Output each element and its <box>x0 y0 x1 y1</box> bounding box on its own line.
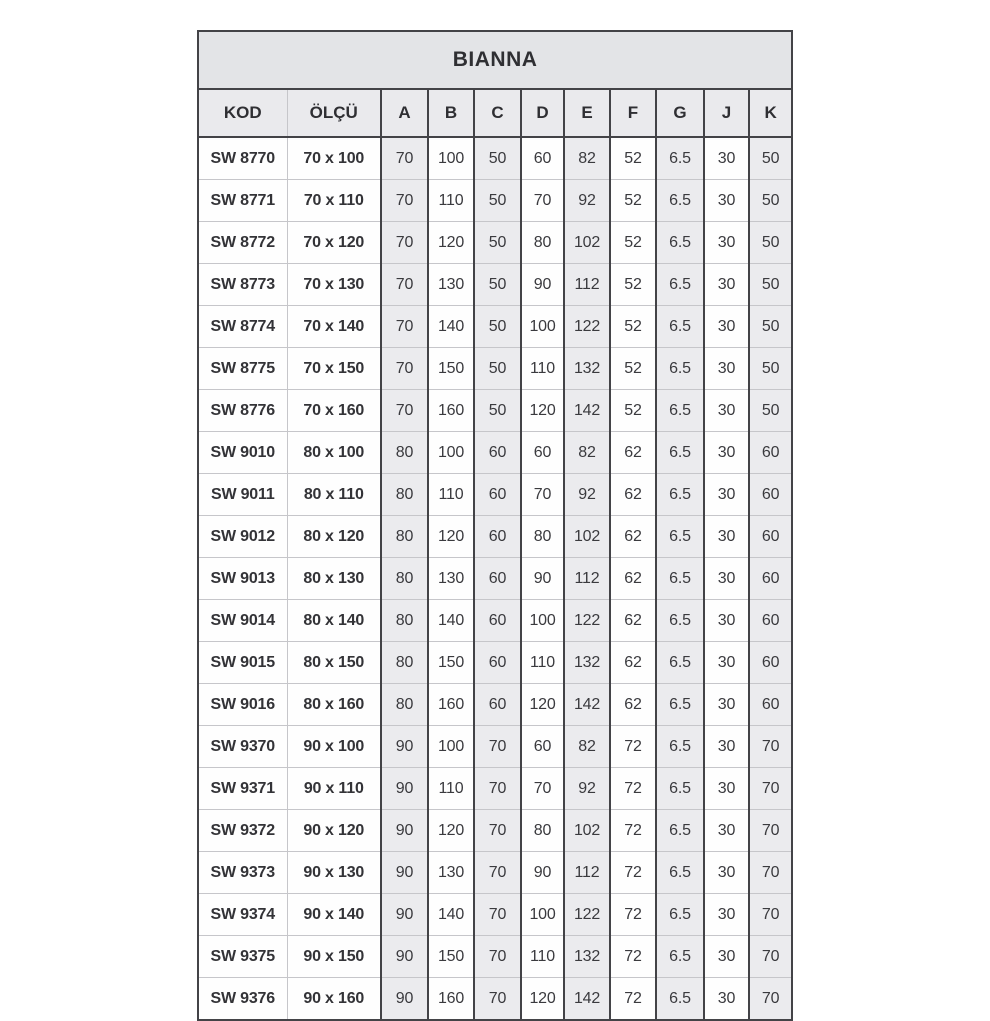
cell-e: 102 <box>564 222 610 264</box>
cell-c: 60 <box>474 684 521 726</box>
cell-d: 120 <box>521 390 564 432</box>
cell-g: 6.5 <box>656 600 704 642</box>
cell-g: 6.5 <box>656 137 704 180</box>
cell-c: 60 <box>474 474 521 516</box>
cell-j: 30 <box>704 390 749 432</box>
cell-f: 62 <box>610 432 656 474</box>
cell-f: 52 <box>610 390 656 432</box>
cell-g: 6.5 <box>656 390 704 432</box>
cell-j: 30 <box>704 264 749 306</box>
table-row <box>198 390 792 432</box>
cell-g: 6.5 <box>656 726 704 768</box>
table-row <box>198 222 792 264</box>
cell-b: 150 <box>428 936 474 978</box>
table-title-row <box>198 31 792 89</box>
cell-kod: SW 9016 <box>198 684 287 726</box>
cell-d: 110 <box>521 348 564 390</box>
cell-kod: SW 9013 <box>198 558 287 600</box>
cell-olcu: 90 x 140 <box>287 894 381 936</box>
cell-a: 70 <box>381 390 428 432</box>
cell-b: 100 <box>428 137 474 180</box>
cell-j: 30 <box>704 348 749 390</box>
cell-j: 30 <box>704 642 749 684</box>
cell-k: 60 <box>749 558 792 600</box>
cell-k: 60 <box>749 516 792 558</box>
cell-kod: SW 8772 <box>198 222 287 264</box>
table-row <box>198 180 792 222</box>
column-header-k: K <box>749 89 792 137</box>
cell-g: 6.5 <box>656 432 704 474</box>
cell-f: 72 <box>610 726 656 768</box>
cell-j: 30 <box>704 684 749 726</box>
cell-b: 100 <box>428 432 474 474</box>
cell-g: 6.5 <box>656 936 704 978</box>
cell-a: 70 <box>381 264 428 306</box>
cell-d: 100 <box>521 306 564 348</box>
cell-j: 30 <box>704 474 749 516</box>
cell-k: 70 <box>749 852 792 894</box>
cell-d: 100 <box>521 600 564 642</box>
cell-b: 140 <box>428 894 474 936</box>
cell-k: 50 <box>749 180 792 222</box>
cell-b: 150 <box>428 642 474 684</box>
cell-b: 160 <box>428 390 474 432</box>
cell-c: 50 <box>474 264 521 306</box>
cell-d: 120 <box>521 684 564 726</box>
cell-g: 6.5 <box>656 684 704 726</box>
cell-kod: SW 9015 <box>198 642 287 684</box>
cell-b: 140 <box>428 306 474 348</box>
cell-b: 120 <box>428 222 474 264</box>
cell-f: 52 <box>610 264 656 306</box>
cell-olcu: 80 x 150 <box>287 642 381 684</box>
cell-k: 50 <box>749 137 792 180</box>
cell-b: 130 <box>428 558 474 600</box>
cell-olcu: 70 x 160 <box>287 390 381 432</box>
cell-c: 70 <box>474 978 521 1021</box>
table-row <box>198 894 792 936</box>
cell-k: 70 <box>749 978 792 1021</box>
cell-a: 80 <box>381 600 428 642</box>
cell-kod: SW 8770 <box>198 137 287 180</box>
cell-g: 6.5 <box>656 264 704 306</box>
column-header-c: C <box>474 89 521 137</box>
cell-d: 80 <box>521 516 564 558</box>
cell-c: 70 <box>474 936 521 978</box>
table-row <box>198 474 792 516</box>
table-row <box>198 810 792 852</box>
cell-a: 90 <box>381 768 428 810</box>
cell-d: 80 <box>521 222 564 264</box>
cell-kod: SW 9374 <box>198 894 287 936</box>
cell-c: 70 <box>474 810 521 852</box>
table-row <box>198 137 792 180</box>
cell-f: 62 <box>610 600 656 642</box>
cell-olcu: 90 x 130 <box>287 852 381 894</box>
cell-g: 6.5 <box>656 516 704 558</box>
cell-olcu: 70 x 110 <box>287 180 381 222</box>
cell-g: 6.5 <box>656 642 704 684</box>
cell-g: 6.5 <box>656 810 704 852</box>
cell-b: 140 <box>428 600 474 642</box>
cell-e: 142 <box>564 684 610 726</box>
cell-d: 100 <box>521 894 564 936</box>
cell-a: 90 <box>381 978 428 1021</box>
cell-b: 120 <box>428 810 474 852</box>
column-header-e: E <box>564 89 610 137</box>
cell-e: 112 <box>564 558 610 600</box>
cell-c: 60 <box>474 558 521 600</box>
column-header-olcu: ÖLÇÜ <box>287 89 381 137</box>
cell-a: 70 <box>381 306 428 348</box>
cell-k: 70 <box>749 936 792 978</box>
cell-olcu: 80 x 160 <box>287 684 381 726</box>
cell-olcu: 70 x 120 <box>287 222 381 264</box>
cell-b: 100 <box>428 726 474 768</box>
cell-g: 6.5 <box>656 852 704 894</box>
cell-d: 60 <box>521 137 564 180</box>
cell-f: 62 <box>610 516 656 558</box>
cell-a: 80 <box>381 432 428 474</box>
cell-f: 52 <box>610 348 656 390</box>
cell-d: 90 <box>521 558 564 600</box>
cell-olcu: 90 x 160 <box>287 978 381 1021</box>
cell-d: 120 <box>521 978 564 1021</box>
cell-j: 30 <box>704 810 749 852</box>
cell-e: 122 <box>564 306 610 348</box>
cell-kod: SW 9371 <box>198 768 287 810</box>
table-row <box>198 642 792 684</box>
cell-d: 70 <box>521 474 564 516</box>
cell-f: 52 <box>610 137 656 180</box>
cell-c: 60 <box>474 516 521 558</box>
cell-e: 132 <box>564 642 610 684</box>
cell-d: 110 <box>521 642 564 684</box>
table-row <box>198 768 792 810</box>
cell-j: 30 <box>704 137 749 180</box>
cell-c: 60 <box>474 642 521 684</box>
cell-f: 52 <box>610 180 656 222</box>
cell-j: 30 <box>704 768 749 810</box>
cell-f: 72 <box>610 894 656 936</box>
cell-k: 50 <box>749 306 792 348</box>
cell-olcu: 80 x 110 <box>287 474 381 516</box>
column-header-b: B <box>428 89 474 137</box>
cell-d: 60 <box>521 432 564 474</box>
cell-e: 142 <box>564 978 610 1021</box>
cell-f: 72 <box>610 810 656 852</box>
cell-kod: SW 9376 <box>198 978 287 1021</box>
cell-e: 102 <box>564 810 610 852</box>
cell-f: 62 <box>610 474 656 516</box>
cell-k: 60 <box>749 432 792 474</box>
cell-a: 90 <box>381 852 428 894</box>
cell-d: 70 <box>521 768 564 810</box>
cell-j: 30 <box>704 516 749 558</box>
cell-a: 80 <box>381 642 428 684</box>
cell-a: 80 <box>381 474 428 516</box>
cell-olcu: 90 x 110 <box>287 768 381 810</box>
cell-c: 70 <box>474 726 521 768</box>
cell-j: 30 <box>704 726 749 768</box>
cell-j: 30 <box>704 558 749 600</box>
cell-kod: SW 9010 <box>198 432 287 474</box>
cell-g: 6.5 <box>656 348 704 390</box>
cell-olcu: 90 x 120 <box>287 810 381 852</box>
cell-c: 70 <box>474 894 521 936</box>
cell-f: 52 <box>610 306 656 348</box>
cell-a: 80 <box>381 516 428 558</box>
cell-d: 70 <box>521 180 564 222</box>
cell-j: 30 <box>704 894 749 936</box>
table-row <box>198 306 792 348</box>
cell-kod: SW 8776 <box>198 390 287 432</box>
cell-e: 82 <box>564 137 610 180</box>
cell-a: 80 <box>381 684 428 726</box>
cell-olcu: 70 x 140 <box>287 306 381 348</box>
cell-b: 160 <box>428 684 474 726</box>
cell-j: 30 <box>704 936 749 978</box>
cell-f: 72 <box>610 768 656 810</box>
cell-c: 60 <box>474 600 521 642</box>
cell-d: 90 <box>521 852 564 894</box>
cell-f: 72 <box>610 936 656 978</box>
table-row <box>198 348 792 390</box>
cell-j: 30 <box>704 600 749 642</box>
cell-a: 70 <box>381 348 428 390</box>
cell-c: 50 <box>474 180 521 222</box>
cell-d: 80 <box>521 810 564 852</box>
cell-e: 112 <box>564 264 610 306</box>
cell-e: 92 <box>564 768 610 810</box>
cell-k: 50 <box>749 390 792 432</box>
cell-kod: SW 9370 <box>198 726 287 768</box>
cell-kod: SW 8774 <box>198 306 287 348</box>
cell-e: 132 <box>564 348 610 390</box>
cell-olcu: 90 x 100 <box>287 726 381 768</box>
cell-e: 92 <box>564 180 610 222</box>
cell-f: 62 <box>610 558 656 600</box>
cell-kod: SW 9373 <box>198 852 287 894</box>
table-row <box>198 558 792 600</box>
column-header-d: D <box>521 89 564 137</box>
cell-c: 50 <box>474 137 521 180</box>
cell-k: 60 <box>749 684 792 726</box>
cell-b: 110 <box>428 474 474 516</box>
column-header-j: J <box>704 89 749 137</box>
cell-g: 6.5 <box>656 306 704 348</box>
cell-olcu: 70 x 130 <box>287 264 381 306</box>
cell-a: 70 <box>381 222 428 264</box>
cell-k: 60 <box>749 474 792 516</box>
cell-k: 50 <box>749 264 792 306</box>
cell-g: 6.5 <box>656 978 704 1021</box>
cell-olcu: 80 x 100 <box>287 432 381 474</box>
cell-a: 90 <box>381 726 428 768</box>
cell-k: 50 <box>749 222 792 264</box>
cell-j: 30 <box>704 180 749 222</box>
column-header-row <box>198 89 792 137</box>
cell-kod: SW 9011 <box>198 474 287 516</box>
table-row <box>198 852 792 894</box>
cell-e: 82 <box>564 726 610 768</box>
cell-olcu: 70 x 150 <box>287 348 381 390</box>
table-row <box>198 684 792 726</box>
cell-j: 30 <box>704 852 749 894</box>
cell-g: 6.5 <box>656 894 704 936</box>
cell-k: 50 <box>749 348 792 390</box>
cell-kod: SW 8773 <box>198 264 287 306</box>
cell-e: 122 <box>564 600 610 642</box>
cell-kod: SW 9014 <box>198 600 287 642</box>
cell-e: 102 <box>564 516 610 558</box>
cell-c: 50 <box>474 306 521 348</box>
cell-olcu: 80 x 130 <box>287 558 381 600</box>
cell-e: 132 <box>564 936 610 978</box>
cell-f: 52 <box>610 222 656 264</box>
cell-c: 50 <box>474 222 521 264</box>
cell-g: 6.5 <box>656 768 704 810</box>
table-row <box>198 432 792 474</box>
cell-c: 70 <box>474 852 521 894</box>
table-row <box>198 726 792 768</box>
cell-c: 60 <box>474 432 521 474</box>
cell-b: 130 <box>428 264 474 306</box>
cell-a: 70 <box>381 137 428 180</box>
cell-kod: SW 9012 <box>198 516 287 558</box>
cell-a: 80 <box>381 558 428 600</box>
cell-k: 60 <box>749 642 792 684</box>
cell-e: 92 <box>564 474 610 516</box>
cell-c: 50 <box>474 390 521 432</box>
cell-g: 6.5 <box>656 558 704 600</box>
cell-j: 30 <box>704 222 749 264</box>
cell-olcu: 80 x 140 <box>287 600 381 642</box>
cell-olcu: 90 x 150 <box>287 936 381 978</box>
column-header-g: G <box>656 89 704 137</box>
column-header-kod: KOD <box>198 89 287 137</box>
cell-kod: SW 9372 <box>198 810 287 852</box>
column-header-f: F <box>610 89 656 137</box>
cell-j: 30 <box>704 306 749 348</box>
cell-f: 72 <box>610 978 656 1021</box>
table-row <box>198 264 792 306</box>
table-row <box>198 936 792 978</box>
cell-d: 110 <box>521 936 564 978</box>
cell-b: 160 <box>428 978 474 1021</box>
column-header-a: A <box>381 89 428 137</box>
table-row <box>198 978 792 1021</box>
cell-c: 70 <box>474 768 521 810</box>
cell-b: 110 <box>428 180 474 222</box>
cell-d: 60 <box>521 726 564 768</box>
cell-kod: SW 8771 <box>198 180 287 222</box>
cell-f: 72 <box>610 852 656 894</box>
cell-f: 62 <box>610 642 656 684</box>
table-row <box>198 516 792 558</box>
cell-e: 142 <box>564 390 610 432</box>
cell-j: 30 <box>704 978 749 1021</box>
cell-b: 150 <box>428 348 474 390</box>
cell-a: 90 <box>381 810 428 852</box>
table-title: BIANNA <box>198 31 792 89</box>
cell-e: 82 <box>564 432 610 474</box>
cell-g: 6.5 <box>656 180 704 222</box>
cell-olcu: 70 x 100 <box>287 137 381 180</box>
cell-k: 70 <box>749 768 792 810</box>
cell-c: 50 <box>474 348 521 390</box>
cell-k: 60 <box>749 600 792 642</box>
cell-k: 70 <box>749 894 792 936</box>
cell-g: 6.5 <box>656 222 704 264</box>
cell-g: 6.5 <box>656 474 704 516</box>
cell-k: 70 <box>749 726 792 768</box>
cell-kod: SW 9375 <box>198 936 287 978</box>
cell-j: 30 <box>704 432 749 474</box>
table-row <box>198 600 792 642</box>
cell-k: 70 <box>749 810 792 852</box>
cell-e: 122 <box>564 894 610 936</box>
cell-b: 110 <box>428 768 474 810</box>
cell-b: 120 <box>428 516 474 558</box>
cell-olcu: 80 x 120 <box>287 516 381 558</box>
cell-a: 90 <box>381 894 428 936</box>
cell-kod: SW 8775 <box>198 348 287 390</box>
cell-a: 70 <box>381 180 428 222</box>
cell-e: 112 <box>564 852 610 894</box>
cell-b: 130 <box>428 852 474 894</box>
cell-f: 62 <box>610 684 656 726</box>
cell-a: 90 <box>381 936 428 978</box>
cell-d: 90 <box>521 264 564 306</box>
product-spec-table <box>197 30 793 1021</box>
